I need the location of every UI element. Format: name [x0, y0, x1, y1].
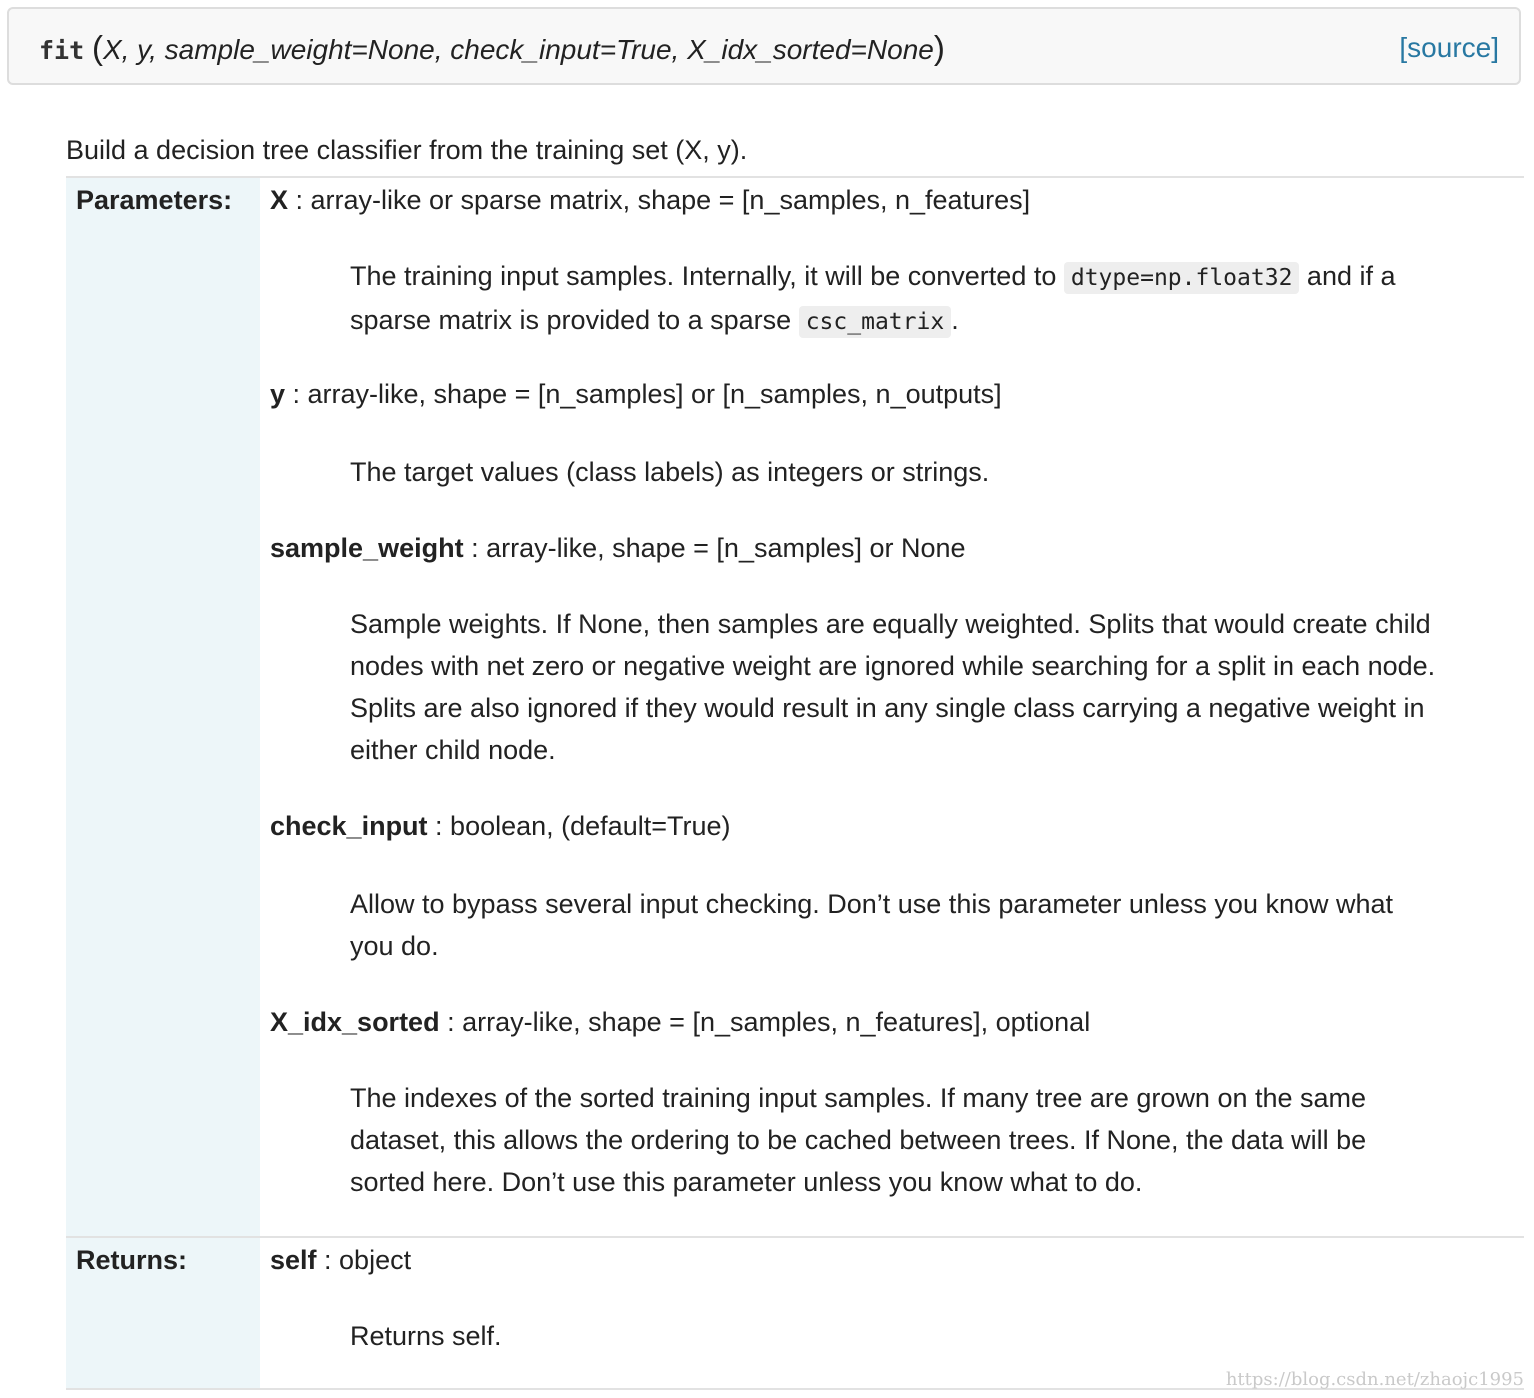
- return-term: [270, 1243, 411, 1277]
- parameters-label-cell: [66, 178, 260, 1236]
- param-type: : array-like, shape = [n_samples] or None: [463, 533, 966, 563]
- open-paren: (: [91, 29, 103, 66]
- param-type: : boolean, (default=True): [427, 811, 731, 841]
- desc-text: Allow to bypass several input checking. Don’t use this parameter unless you know what you do.: [350, 889, 1394, 961]
- return-description: [350, 1315, 1440, 1357]
- method-signature: [7, 7, 1521, 85]
- param-y-term: [270, 377, 1002, 411]
- divider: [66, 176, 1524, 178]
- return-type: : object: [316, 1245, 412, 1275]
- param-name: X_idx_sorted: [270, 1007, 440, 1037]
- param-type: : array-like, shape = [n_samples, n_features], optional: [439, 1007, 1091, 1037]
- param-name: check_input: [270, 811, 428, 841]
- desc-text: and if a sparse matrix is provided to a sparse: [350, 261, 1396, 335]
- divider: [66, 1236, 1524, 1238]
- inline-code: dtype=np.float32: [1064, 262, 1300, 294]
- param-x-description: [350, 255, 1440, 343]
- param-x-idx-sorted-description: [350, 1077, 1440, 1203]
- param-sample-weight-description: [350, 603, 1440, 771]
- param-type: : array-like, shape = [n_samples] or [n_samples, n_outputs]: [285, 379, 1002, 409]
- param-check-input-term: [270, 809, 730, 843]
- desc-text: The training input samples. Internally, it will be converted to: [350, 261, 1064, 291]
- close-paren: ): [933, 29, 945, 66]
- return-name: self: [270, 1245, 317, 1275]
- param-name: X: [270, 185, 289, 215]
- param-name: sample_weight: [270, 533, 464, 563]
- signature-text: [39, 30, 945, 69]
- desc-text: Returns self.: [350, 1321, 502, 1351]
- param-type: : array-like or sparse matrix, shape = [n_samples, n_features]: [288, 185, 1031, 215]
- param-x-term: [270, 183, 1030, 217]
- desc-text: The indexes of the sorted training input samples. If many tree are grown on the same dataset, this allows the ordering to be cached between trees. If None, the data will be sorted here. Don’t use this parameter unless you know what to do.: [350, 1083, 1367, 1197]
- desc-text: The target values (class labels) as integers or strings.: [350, 457, 990, 487]
- desc-text: .: [951, 305, 959, 335]
- param-name: y: [270, 379, 286, 409]
- param-x-idx-sorted-term: [270, 1005, 1090, 1039]
- desc-text: Sample weights. If None, then samples are equally weighted. Splits that would create child nodes with net zero or negative weight are ignored while searching for a split in each node. Splits are also ignored if they would result in any single class carrying a negative weight in either child node.: [350, 609, 1436, 765]
- source-link[interactable]: [source]: [1399, 32, 1499, 63]
- inline-code: csc_matrix: [799, 306, 951, 338]
- method-summary: Build a decision tree classifier from the training set (X, y).: [66, 135, 748, 165]
- method-arguments: X, y, sample_weight=None, check_input=True, X_idx_sorted=None: [102, 34, 934, 65]
- method-name: fit: [39, 36, 85, 65]
- param-sample-weight-term: [270, 531, 966, 565]
- returns-label: Returns:: [76, 1245, 188, 1275]
- param-check-input-description: [350, 883, 1440, 967]
- param-y-description: [350, 451, 1440, 493]
- parameters-label: Parameters:: [76, 185, 233, 215]
- watermark: https://blog.csdn.net/zhaojc1995: [1225, 1369, 1524, 1390]
